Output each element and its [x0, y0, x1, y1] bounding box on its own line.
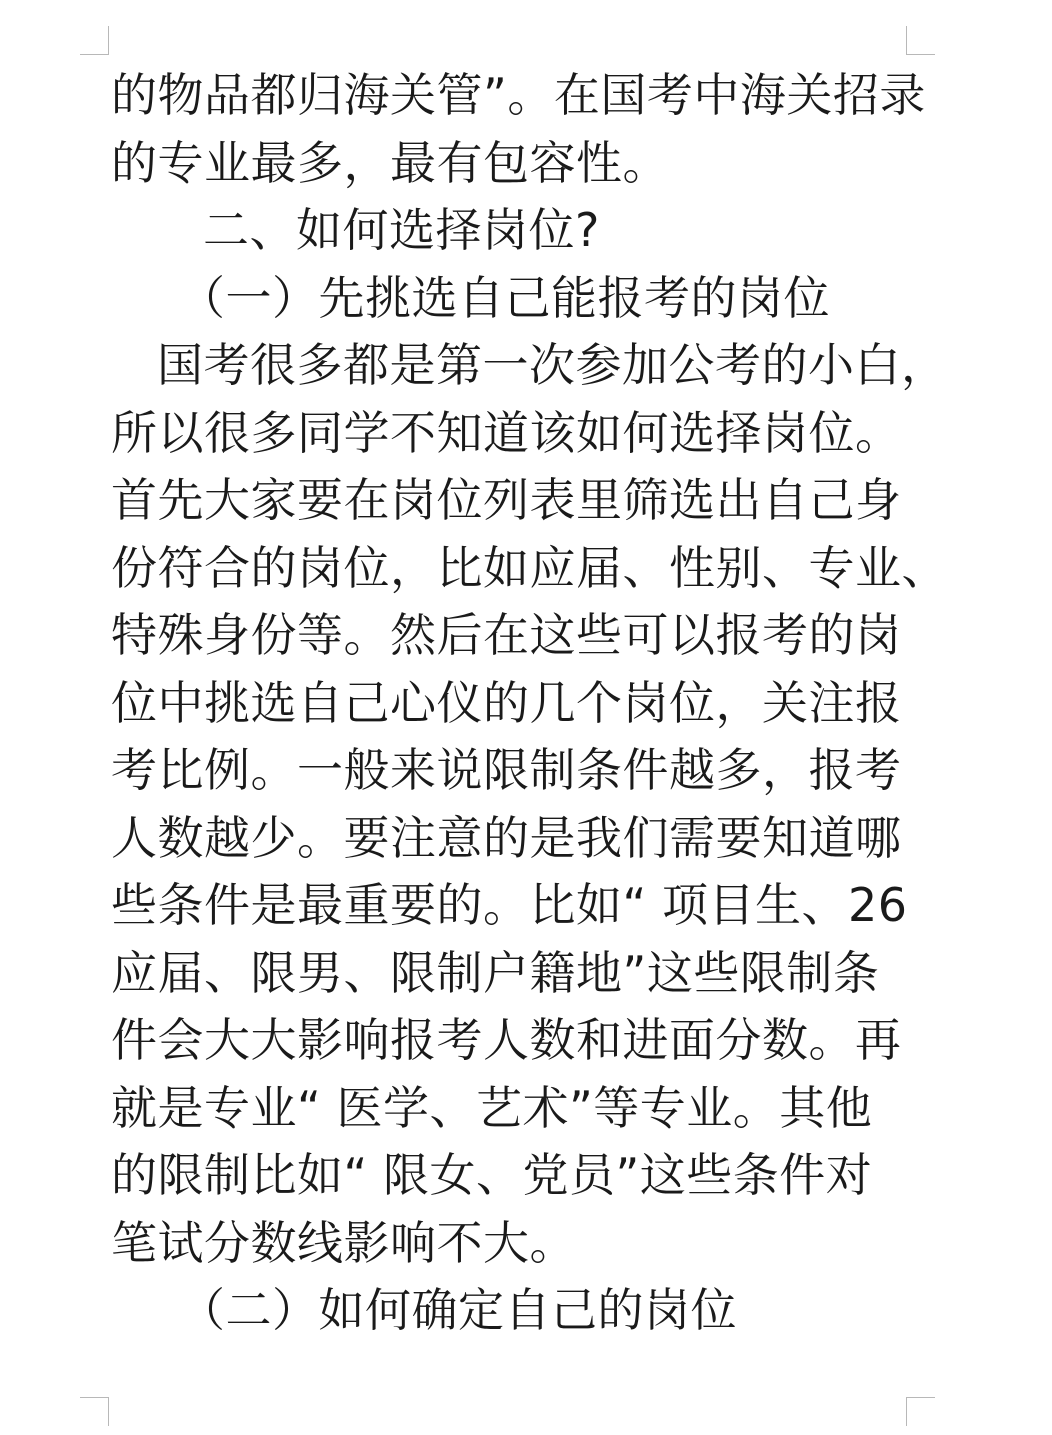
crop-mark-bottom-right — [906, 1397, 935, 1426]
paragraph-line: 笔试分数线影响不大。 — [111, 1215, 576, 1270]
paragraph-line: 些条件是最重要的。比如“ 项目生、26 — [111, 878, 908, 932]
paragraph-line: 国考很多都是第一次参加公考的小白， — [157, 338, 948, 392]
paragraph-line: 件会大大影响报考人数和进面分数。再 — [111, 1013, 902, 1067]
paragraph-line: 应届、限男、限制户籍地”这些限制条 — [111, 945, 880, 1000]
paragraph-line: 的物品都归海关管”。在国考中海关招录 — [111, 68, 926, 122]
crop-mark-top-right — [906, 26, 935, 55]
paragraph-line: 所以很多同学不知道该如何选择岗位。 — [111, 405, 902, 460]
paragraph-line: 就是专业“ 医学、艺术”等专业。其他 — [111, 1080, 873, 1135]
paragraph-line: 的专业最多，最有包容性。 — [111, 135, 669, 190]
document-body — [111, 62, 948, 1345]
paragraph-line: 人数越少。要注意的是我们需要知道哪 — [111, 810, 902, 865]
paragraph-line: 的限制比如“ 限女、党员”这些条件对 — [111, 1148, 873, 1202]
crop-mark-bottom-left — [80, 1397, 109, 1426]
subsection-heading: （二）如何确定自己的岗位 — [179, 1283, 737, 1337]
paragraph-line: 特殊身份等。然后在这些可以报考的岗 — [111, 608, 902, 662]
paragraph-line: 考比例。一般来说限制条件越多，报考 — [111, 743, 902, 797]
paragraph-line: 首先大家要在岗位列表里筛选出自己身 — [111, 473, 902, 527]
crop-mark-top-left — [80, 26, 109, 55]
section-heading: 二、如何选择岗位? — [203, 203, 600, 257]
paragraph-line: 位中挑选自己心仪的几个岗位，关注报 — [111, 675, 902, 730]
subsection-heading: （一）先挑选自己能报考的岗位 — [179, 270, 830, 325]
paragraph-line: 份符合的岗位，比如应届、性别、专业、 — [111, 540, 948, 595]
